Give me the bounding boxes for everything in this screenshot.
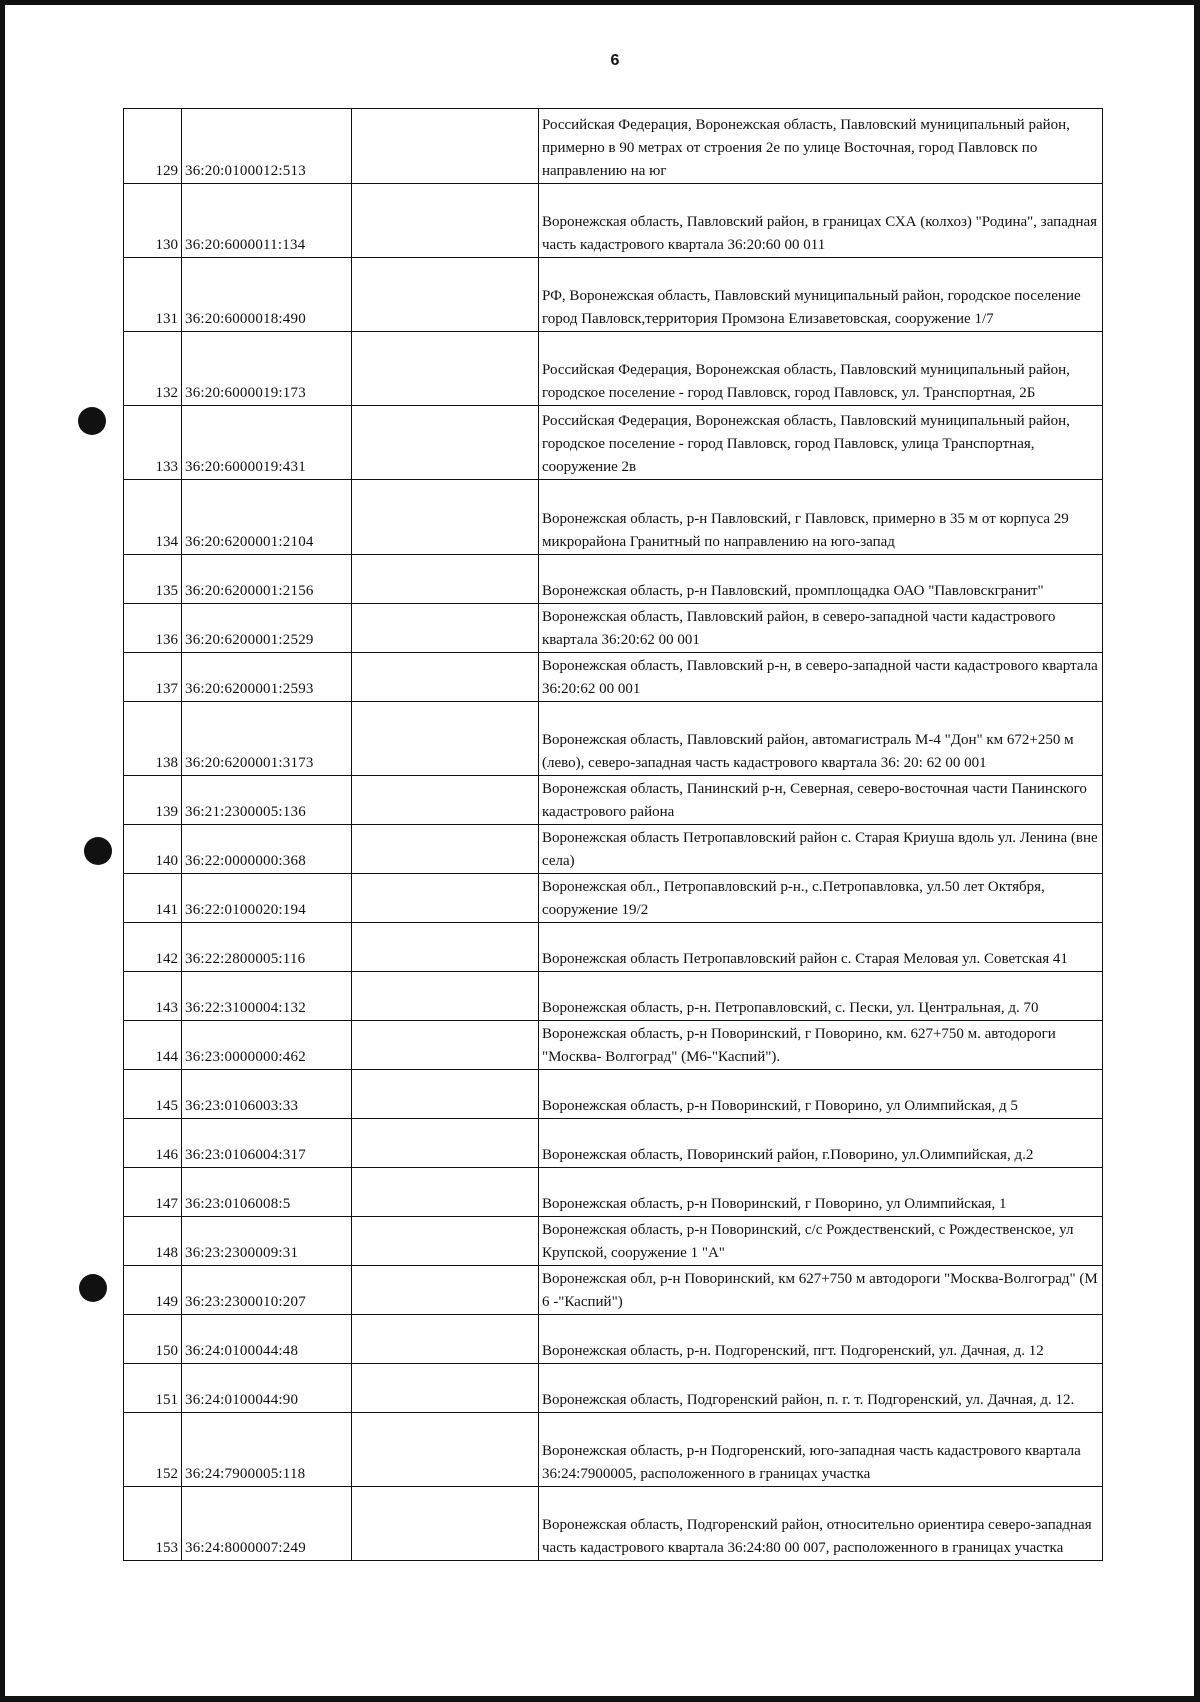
row-number-cell: 139: [124, 776, 182, 825]
cadastral-number-cell: 36:24:0100044:90: [182, 1364, 352, 1413]
cadastral-number-cell: 36:23:0106004:317: [182, 1119, 352, 1168]
scan-border-top: [0, 0, 1200, 5]
table-row: [124, 1168, 1103, 1217]
empty-cell: [352, 825, 539, 874]
cadastral-number-cell: 36:23:0106008:5: [182, 1168, 352, 1217]
punch-hole-mark: [79, 1274, 107, 1302]
table-row: [124, 332, 1103, 406]
address-cell: Воронежская область, Павловский район, в северо-западной части кадастрового квартала 36:20:62 00 001: [539, 604, 1103, 653]
row-number-cell: 149: [124, 1266, 182, 1315]
punch-hole-mark: [84, 837, 112, 865]
address-cell: Российская Федерация, Воронежская область, Павловский муниципальный район, городское поселение - город Павловск, город Павловск, ул. Транспортная, 2Б: [539, 332, 1103, 406]
row-number-cell: 129: [124, 109, 182, 184]
empty-cell: [352, 406, 539, 480]
address-cell: Воронежская область, р-н Подгоренский, юго-западная часть кадастрового квартала 36:24:7900005, расположенного в границах участка: [539, 1413, 1103, 1487]
table-row: [124, 1070, 1103, 1119]
empty-cell: [352, 109, 539, 184]
address-cell: Воронежская область, Панинский р-н, Северная, северо-восточная части Панинского кадастрового района: [539, 776, 1103, 825]
row-number-cell: 145: [124, 1070, 182, 1119]
row-number-cell: 134: [124, 480, 182, 555]
cadastral-number-cell: 36:20:6000018:490: [182, 258, 352, 332]
address-cell: Воронежская обл, р-н Поворинский, км 627+750 м автодороги "Москва-Волгоград" (М 6 -"Каспий"): [539, 1266, 1103, 1315]
table-row: [124, 604, 1103, 653]
page-number: 6: [610, 52, 620, 69]
empty-cell: [352, 923, 539, 972]
cadastral-number-cell: 36:24:7900005:118: [182, 1413, 352, 1487]
row-number-cell: 138: [124, 702, 182, 776]
table-row: [124, 1413, 1103, 1487]
row-number-cell: 130: [124, 184, 182, 258]
row-number-cell: 133: [124, 406, 182, 480]
row-number-cell: 137: [124, 653, 182, 702]
table-row: [124, 1217, 1103, 1266]
cadastral-number-cell: 36:22:2800005:116: [182, 923, 352, 972]
address-cell: Воронежская область, р-н Павловский, промплощадка ОАО "Павловскгранит": [539, 555, 1103, 604]
cadastral-number-cell: 36:24:0100044:48: [182, 1315, 352, 1364]
empty-cell: [352, 776, 539, 825]
empty-cell: [352, 874, 539, 923]
cadastral-number-cell: 36:20:6000019:431: [182, 406, 352, 480]
empty-cell: [352, 184, 539, 258]
empty-cell: [352, 1266, 539, 1315]
table-row: [124, 555, 1103, 604]
cadastral-number-cell: 36:20:6000011:134: [182, 184, 352, 258]
empty-cell: [352, 972, 539, 1021]
empty-cell: [352, 1217, 539, 1266]
empty-cell: [352, 480, 539, 555]
table-row: [124, 1315, 1103, 1364]
row-number-cell: 147: [124, 1168, 182, 1217]
table-row: [124, 874, 1103, 923]
table-row: [124, 1487, 1103, 1561]
empty-cell: [352, 1364, 539, 1413]
address-cell: Воронежская область, р-н Павловский, г Павловск, примерно в 35 м от корпуса 29 микрорайона Гранитный по направлению на юго-запад: [539, 480, 1103, 555]
address-cell: Воронежская область, Павловский район, автомагистраль М-4 "Дон" км 672+250 м (лево), северо-западная часть кадастрового квартала 36: 20: 62 00 001: [539, 702, 1103, 776]
address-cell: Воронежская область, Поворинский район, г.Поворино, ул.Олимпийская, д.2: [539, 1119, 1103, 1168]
cadastral-number-cell: 36:20:6200001:3173: [182, 702, 352, 776]
row-number-cell: 153: [124, 1487, 182, 1561]
cadastral-number-cell: 36:22:3100004:132: [182, 972, 352, 1021]
table-row: [124, 258, 1103, 332]
registry-table: [123, 108, 1103, 1561]
table-row: [124, 1364, 1103, 1413]
row-number-cell: 142: [124, 923, 182, 972]
table-row: [124, 776, 1103, 825]
address-cell: Воронежская область Петропавловский район с. Старая Меловая ул. Советская 41: [539, 923, 1103, 972]
address-cell: Воронежская область, Подгоренский район, п. г. т. Подгоренский, ул. Дачная, д. 12.: [539, 1364, 1103, 1413]
empty-cell: [352, 1168, 539, 1217]
scan-border-left: [0, 0, 5, 1702]
address-cell: Воронежская область, р-н Поворинский, г Поворино, ул Олимпийская, 1: [539, 1168, 1103, 1217]
address-cell: Воронежская область Петропавловский район с. Старая Криуша вдоль ул. Ленина (вне села): [539, 825, 1103, 874]
table-row: [124, 653, 1103, 702]
table-row: [124, 1266, 1103, 1315]
table-row: [124, 825, 1103, 874]
address-cell: Воронежская область, р-н Поворинский, г Поворино, км. 627+750 м. автодороги "Москва- Волгоград" (М6-"Каспий").: [539, 1021, 1103, 1070]
cadastral-number-cell: 36:22:0000000:368: [182, 825, 352, 874]
empty-cell: [352, 702, 539, 776]
punch-hole-mark: [78, 407, 106, 435]
cadastral-number-cell: 36:22:0100020:194: [182, 874, 352, 923]
row-number-cell: 151: [124, 1364, 182, 1413]
address-cell: Воронежская область, р-н Поворинский, г Поворино, ул Олимпийская, д 5: [539, 1070, 1103, 1119]
cadastral-number-cell: 36:23:0106003:33: [182, 1070, 352, 1119]
row-number-cell: 146: [124, 1119, 182, 1168]
empty-cell: [352, 653, 539, 702]
address-cell: Воронежская область, р-н Поворинский, с/с Рождественский, с Рождественское, ул Крупской, сооружение 1 "А": [539, 1217, 1103, 1266]
empty-cell: [352, 1070, 539, 1119]
cadastral-number-cell: 36:23:0000000:462: [182, 1021, 352, 1070]
cadastral-number-cell: 36:20:6000019:173: [182, 332, 352, 406]
table-row: [124, 702, 1103, 776]
cadastral-number-cell: 36:20:6200001:2104: [182, 480, 352, 555]
address-cell: Воронежская область, Павловский район, в границах СХА (колхоз) "Родина", западная часть кадастрового квартала 36:20:60 00 011: [539, 184, 1103, 258]
empty-cell: [352, 332, 539, 406]
table-row: [124, 1119, 1103, 1168]
row-number-cell: 141: [124, 874, 182, 923]
empty-cell: [352, 604, 539, 653]
empty-cell: [352, 555, 539, 604]
row-number-cell: 143: [124, 972, 182, 1021]
empty-cell: [352, 1413, 539, 1487]
row-number-cell: 131: [124, 258, 182, 332]
empty-cell: [352, 1487, 539, 1561]
address-cell: Российская Федерация, Воронежская область, Павловский муниципальный район, городское поселение - город Павловск, город Павловск, улица Транспортная, сооружение 2в: [539, 406, 1103, 480]
cadastral-number-cell: 36:21:2300005:136: [182, 776, 352, 825]
address-cell: Воронежская область, Павловский р-н, в северо-западной части кадастрового квартала 36:20:62 00 001: [539, 653, 1103, 702]
row-number-cell: 136: [124, 604, 182, 653]
cadastral-number-cell: 36:20:6200001:2593: [182, 653, 352, 702]
cadastral-number-cell: 36:23:2300010:207: [182, 1266, 352, 1315]
empty-cell: [352, 258, 539, 332]
row-number-cell: 150: [124, 1315, 182, 1364]
row-number-cell: 148: [124, 1217, 182, 1266]
scan-border-right: [1194, 0, 1200, 1702]
address-cell: Российская Федерация, Воронежская область, Павловский муниципальный район, примерно в 90 метрах от строения 2е по улице Восточная, город Павловск по направлению на юг: [539, 109, 1103, 184]
address-cell: Воронежская обл., Петропавловский р-н., с.Петропавловка, ул.50 лет Октября, сооружение 19/2: [539, 874, 1103, 923]
table-row: [124, 1021, 1103, 1070]
table-row: [124, 923, 1103, 972]
table-row: [124, 480, 1103, 555]
cadastral-number-cell: 36:23:2300009:31: [182, 1217, 352, 1266]
cadastral-number-cell: 36:20:6200001:2529: [182, 604, 352, 653]
row-number-cell: 152: [124, 1413, 182, 1487]
table-row: [124, 184, 1103, 258]
address-cell: Воронежская область, р-н. Подгоренский, пгт. Подгоренский, ул. Дачная, д. 12: [539, 1315, 1103, 1364]
row-number-cell: 132: [124, 332, 182, 406]
address-cell: Воронежская область, р-н. Петропавловский, с. Пески, ул. Центральная, д. 70: [539, 972, 1103, 1021]
empty-cell: [352, 1315, 539, 1364]
empty-cell: [352, 1021, 539, 1070]
scan-border-bottom: [0, 1696, 1200, 1702]
cadastral-number-cell: 36:20:0100012:513: [182, 109, 352, 184]
empty-cell: [352, 1119, 539, 1168]
address-cell: Воронежская область, Подгоренский район, относительно ориентира северо-западная часть кадастрового квартала 36:24:80 00 007, расположенного в границах участка: [539, 1487, 1103, 1561]
row-number-cell: 140: [124, 825, 182, 874]
row-number-cell: 144: [124, 1021, 182, 1070]
cadastral-number-cell: 36:24:8000007:249: [182, 1487, 352, 1561]
table-row: [124, 109, 1103, 184]
table-row: [124, 406, 1103, 480]
address-cell: РФ, Воронежская область, Павловский муниципальный район, городское поселение город Павловск,территория Промзона Елизаветовская, сооружение 1/7: [539, 258, 1103, 332]
row-number-cell: 135: [124, 555, 182, 604]
cadastral-number-cell: 36:20:6200001:2156: [182, 555, 352, 604]
table-row: [124, 972, 1103, 1021]
